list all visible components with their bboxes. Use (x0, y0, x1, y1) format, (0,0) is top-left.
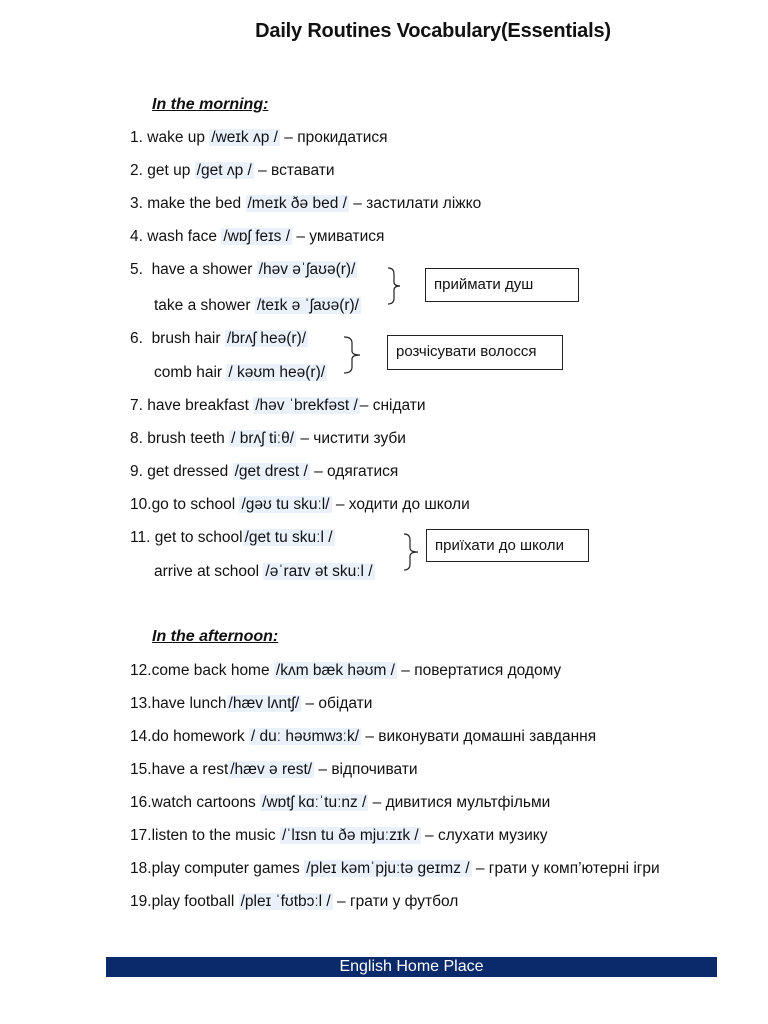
item-number: 12. (130, 662, 152, 679)
item-word: get to school (154, 529, 243, 546)
item-translation: – вставати (253, 162, 335, 179)
vocab-row (130, 892, 458, 912)
item-ipa: /meɪk ðə bed / (247, 195, 347, 212)
item-ipa: /wɒʃ feɪs / (223, 228, 291, 245)
item-ipa: /get drest / (234, 463, 308, 480)
item-ipa: /hæv ə rest/ (230, 761, 313, 778)
item-number: 7. (130, 397, 143, 414)
vocab-row (130, 760, 418, 780)
item-word: watch cartoons (151, 794, 256, 811)
item-ipa: / brʌʃ tiːθ/ (231, 430, 295, 447)
item-translation: – виконувати домашні завдання (361, 728, 597, 745)
item-number: 5. (130, 261, 143, 278)
afternoon-heading: In the afternoon: (152, 628, 279, 645)
item-translation: – грати у комп’ютерні ігри (471, 860, 660, 877)
item-ipa: /get tu skuːl / (244, 529, 333, 546)
vocab-row (130, 128, 388, 148)
item-translation: – умиватися (292, 228, 385, 245)
item-word: wash face (147, 228, 218, 245)
vocab-row (130, 161, 335, 181)
item-number: 4. (130, 228, 143, 245)
vocab-row (130, 528, 335, 548)
item-ipa: /kʌm bæk həʊm / (275, 662, 395, 679)
item-number: 17. (130, 827, 152, 844)
item-word: make the bed (147, 195, 242, 212)
item-number: 2. (130, 162, 143, 179)
item-ipa: /pleɪ ˈfʊtbɔːl / (240, 893, 331, 910)
vocab-row (130, 727, 596, 747)
item-number: 14. (130, 728, 152, 745)
item-ipa: /get ʌp / (196, 162, 252, 179)
item-translation: – дивитися мультфільми (368, 794, 551, 811)
item-word: have lunch (151, 695, 227, 712)
footer-banner: English Home Place (106, 957, 717, 977)
item-number: 9. (130, 463, 143, 480)
translation-box-hair: розчісувати волосся (387, 335, 563, 370)
item-translation: – слухати музику (420, 827, 548, 844)
item-word: wake up (147, 129, 205, 146)
item-ipa: / duː həʊmwɜːk/ (250, 728, 360, 745)
brace-shower (386, 266, 406, 306)
item-translation: – обідати (301, 695, 373, 712)
item-translation: – прокидатися (279, 129, 388, 146)
document-title: Daily Routines Vocabulary(Essentials) (255, 20, 611, 42)
item-word: have a rest (151, 761, 229, 778)
item-translation: – снідати (359, 397, 426, 414)
item-translation: – повертатися додому (396, 662, 562, 679)
item-word: arrive at school (154, 563, 260, 580)
vocab-row (130, 260, 357, 280)
item-ipa: /gəʊ tu skuːl/ (241, 496, 330, 513)
item-number: 19. (130, 893, 152, 910)
vocab-row (130, 227, 384, 247)
vocab-row (130, 396, 426, 416)
item-number: 13. (130, 695, 152, 712)
item-number: 10. (130, 496, 152, 513)
item-number: 11. (130, 529, 151, 546)
item-word: play football (151, 893, 235, 910)
item-translation: – грати у футбол (332, 893, 459, 910)
item-number: 15. (130, 761, 152, 778)
item-ipa: / kəʊm heə(r)/ (228, 364, 326, 381)
morning-heading: In the morning: (152, 96, 269, 113)
vocab-row (130, 694, 372, 714)
item-translation: – одягатися (309, 463, 399, 480)
item-number: 3. (130, 195, 143, 212)
vocab-row (130, 859, 660, 879)
item-ipa: /brʌʃ heə(r)/ (226, 330, 307, 347)
translation-box-school: приїхати до школи (426, 529, 589, 562)
brace-school (402, 532, 422, 572)
vocab-row (130, 429, 406, 449)
vocab-row (130, 661, 561, 681)
item-number: 6. (130, 330, 143, 347)
item-word: listen to the music (151, 827, 276, 844)
vocab-row (130, 329, 308, 349)
item-ipa: /əˈraɪv ət skuːl / (265, 563, 373, 580)
item-ipa: /pleɪ kəmˈpjuːtə geɪmz / (306, 860, 470, 877)
item-ipa: /həv ˈbrekfəst / (255, 397, 358, 414)
item-word: get up (147, 162, 191, 179)
translation-box-shower: приймати душ (425, 268, 579, 302)
vocab-row (130, 793, 550, 813)
vocab-row (130, 495, 470, 515)
item-word: have a shower (151, 261, 253, 278)
vocab-row (130, 194, 481, 214)
item-ipa: /ˈlɪsn tu ðə mjuːzɪk / (281, 827, 419, 844)
item-ipa: /hæv lʌntʃ/ (228, 695, 300, 712)
item-word: go to school (151, 496, 236, 513)
item-ipa: /wɒtʃ kɑːˈtuːnz / (262, 794, 367, 811)
brace-hair (342, 335, 364, 375)
item-translation: – застилати ліжко (348, 195, 482, 212)
vocab-row (130, 462, 398, 482)
item-word: do homework (151, 728, 245, 745)
item-word: play computer games (151, 860, 300, 877)
item-number: 16. (130, 794, 152, 811)
item-word: comb hair (154, 364, 223, 381)
item-ipa: /teɪk ə ˈʃaʊə(r)/ (256, 297, 359, 314)
item-ipa: /weɪk ʌp / (211, 129, 278, 146)
vocab-row (154, 296, 361, 316)
item-word: take a shower (154, 297, 251, 314)
item-word: have breakfast (147, 397, 249, 414)
item-ipa: /həv əˈʃaʊə(r)/ (258, 261, 356, 278)
item-word: brush teeth (147, 430, 225, 447)
item-number: 1. (130, 129, 143, 146)
item-word: come back home (151, 662, 270, 679)
item-translation: – ходити до школи (331, 496, 470, 513)
item-number: 8. (130, 430, 143, 447)
vocab-row (154, 363, 327, 383)
item-word: brush hair (151, 330, 221, 347)
item-translation: – відпочивати (314, 761, 418, 778)
item-word: get dressed (147, 463, 229, 480)
item-translation: – чистити зуби (296, 430, 406, 447)
vocab-row (130, 826, 548, 846)
item-number: 18. (130, 860, 152, 877)
vocab-row (154, 562, 375, 582)
